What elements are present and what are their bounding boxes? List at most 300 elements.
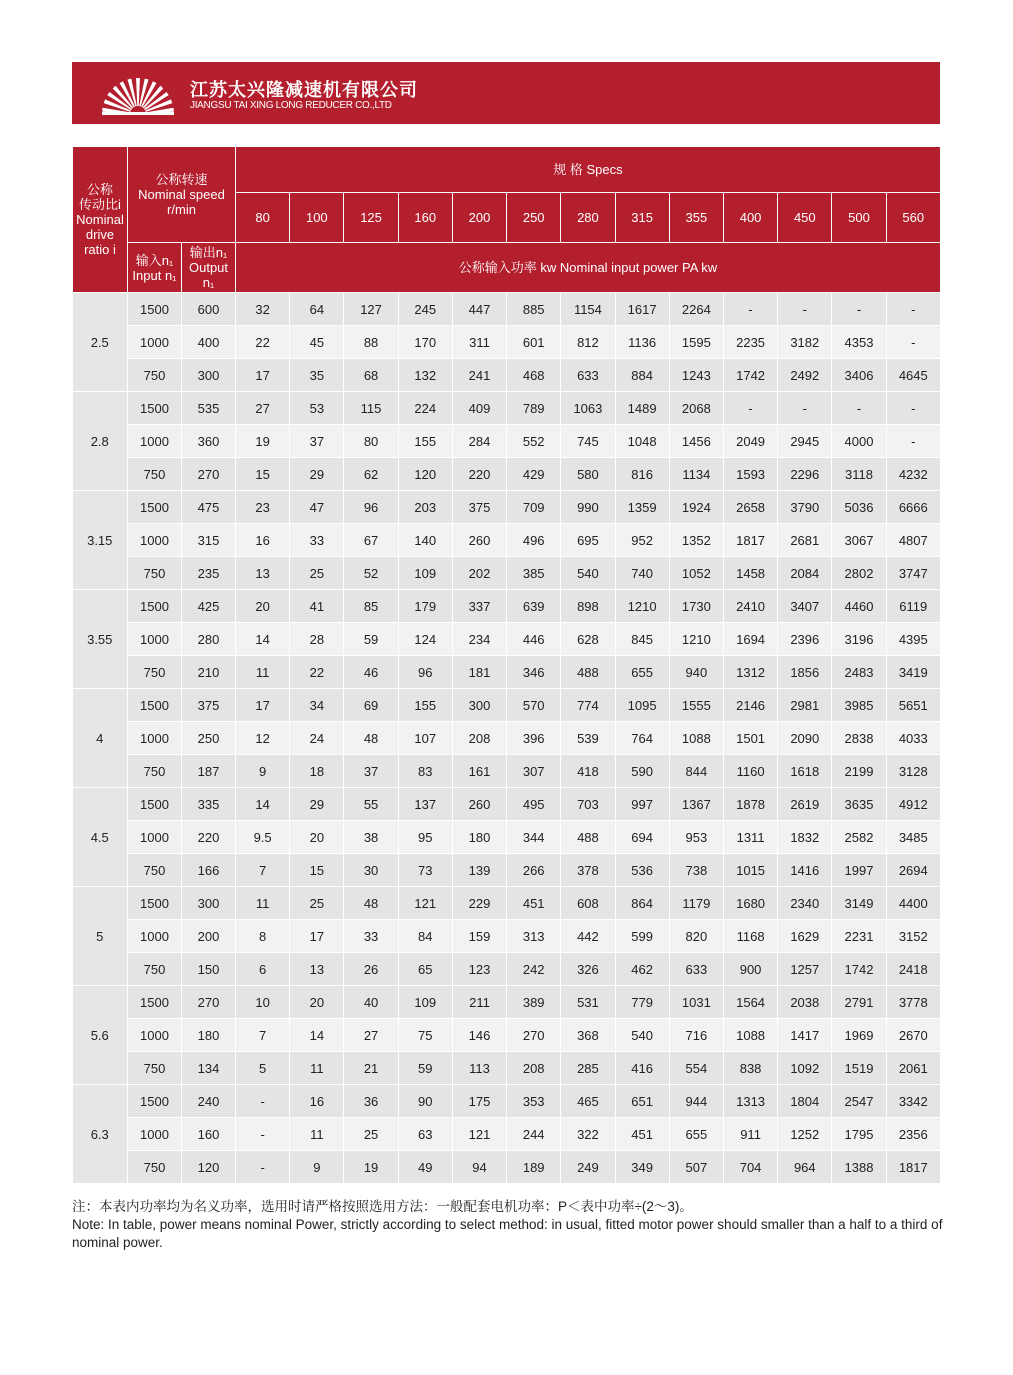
power-cell: 25: [344, 1118, 398, 1151]
power-cell: 27: [344, 1019, 398, 1052]
power-cell: 1564: [723, 986, 777, 1019]
power-cell: 12: [236, 722, 290, 755]
power-cell: -: [886, 392, 940, 425]
power-cell: 2410: [723, 590, 777, 623]
power-cell: 16: [236, 524, 290, 557]
power-cell: 1804: [778, 1085, 832, 1118]
power-cell: 864: [615, 887, 669, 920]
power-cell: 812: [561, 326, 615, 359]
power-cell: 1997: [832, 854, 886, 887]
power-cell: 189: [507, 1151, 561, 1184]
power-cell: 740: [615, 557, 669, 590]
power-cell: -: [236, 1085, 290, 1118]
size-header: 450: [778, 193, 832, 243]
power-cell: 11: [290, 1052, 344, 1085]
power-cell: 132: [398, 359, 452, 392]
power-cell: 38: [344, 821, 398, 854]
power-cell: 496: [507, 524, 561, 557]
ratio-cell: 3.15: [73, 491, 128, 590]
power-cell: 2681: [778, 524, 832, 557]
power-cell: 1052: [669, 557, 723, 590]
power-cell: 121: [398, 887, 452, 920]
output-speed-cell: 150: [182, 953, 236, 986]
power-cell: 20: [290, 986, 344, 1019]
footnote: [72, 1198, 952, 1252]
specs-table: [72, 146, 941, 1184]
table-row: [73, 788, 941, 821]
power-cell: 539: [561, 722, 615, 755]
power-cell: 94: [452, 1151, 506, 1184]
power-cell: 270: [507, 1019, 561, 1052]
power-cell: 64: [290, 293, 344, 326]
table-row: [73, 722, 941, 755]
power-cell: 1555: [669, 689, 723, 722]
ratio-cell: 5: [73, 887, 128, 986]
footnote-cn: 注：本表内功率均为名义功率，选用时请严格按照选用方法：一般配套电机功率：P＜表中功率÷(2～3)。: [72, 1199, 693, 1214]
power-cell: 337: [452, 590, 506, 623]
power-cell: 601: [507, 326, 561, 359]
table-row: [73, 1085, 941, 1118]
power-cell: 175: [452, 1085, 506, 1118]
table-row: [73, 623, 941, 656]
power-cell: 655: [669, 1118, 723, 1151]
power-cell: 3407: [778, 590, 832, 623]
power-cell: 14: [290, 1019, 344, 1052]
power-cell: 745: [561, 425, 615, 458]
specs-header: 规 格 Specs: [236, 147, 941, 193]
power-cell: 451: [615, 1118, 669, 1151]
power-cell: 26: [344, 953, 398, 986]
power-cell: 1179: [669, 887, 723, 920]
power-cell: 266: [507, 854, 561, 887]
power-cell: 208: [452, 722, 506, 755]
table-row: [73, 590, 941, 623]
output-speed-cell: 335: [182, 788, 236, 821]
power-cell: 885: [507, 293, 561, 326]
size-header: 80: [236, 193, 290, 243]
power-cell: 651: [615, 1085, 669, 1118]
size-header: 315: [615, 193, 669, 243]
power-cell: 1817: [886, 1151, 940, 1184]
power-cell: 9: [290, 1151, 344, 1184]
power-cell: 311: [452, 326, 506, 359]
ratio-cell: 4.5: [73, 788, 128, 887]
power-cell: -: [886, 293, 940, 326]
power-cell: 3196: [832, 623, 886, 656]
power-cell: 820: [669, 920, 723, 953]
power-cell: 211: [452, 986, 506, 1019]
power-cell: 3747: [886, 557, 940, 590]
power-cell: 429: [507, 458, 561, 491]
power-cell: 113: [452, 1052, 506, 1085]
power-cell: 1168: [723, 920, 777, 953]
power-cell: 11: [236, 887, 290, 920]
power-cell: 73: [398, 854, 452, 887]
power-cell: 127: [344, 293, 398, 326]
power-cell: 1742: [723, 359, 777, 392]
power-cell: 13: [236, 557, 290, 590]
power-cell: 41: [290, 590, 344, 623]
power-cell: 14: [236, 623, 290, 656]
table-row: [73, 293, 941, 326]
power-cell: 738: [669, 854, 723, 887]
power-cell: 17: [236, 359, 290, 392]
power-cell: 123: [452, 953, 506, 986]
size-header: 400: [723, 193, 777, 243]
power-cell: 540: [615, 1019, 669, 1052]
power-cell: 488: [561, 821, 615, 854]
power-cell: 4400: [886, 887, 940, 920]
power-cell: 2547: [832, 1085, 886, 1118]
power-cell: 2838: [832, 722, 886, 755]
power-cell: 326: [561, 953, 615, 986]
power-cell: 13: [290, 953, 344, 986]
output-speed-cell: 315: [182, 524, 236, 557]
power-cell: 25: [290, 557, 344, 590]
power-cell: 1501: [723, 722, 777, 755]
input-speed-cell: 1500: [128, 293, 182, 326]
power-cell: 5: [236, 1052, 290, 1085]
output-speed-cell: 280: [182, 623, 236, 656]
power-cell: 1154: [561, 293, 615, 326]
table-row: [73, 491, 941, 524]
size-header: 125: [344, 193, 398, 243]
power-cell: 96: [344, 491, 398, 524]
power-cell: 1088: [723, 1019, 777, 1052]
power-cell: 1311: [723, 821, 777, 854]
power-cell: 940: [669, 656, 723, 689]
power-cell: 536: [615, 854, 669, 887]
output-speed-cell: 400: [182, 326, 236, 359]
output-speed-cell: 220: [182, 821, 236, 854]
table-row: [73, 524, 941, 557]
power-cell: 1456: [669, 425, 723, 458]
power-cell: 779: [615, 986, 669, 1019]
power-cell: 447: [452, 293, 506, 326]
size-header: 160: [398, 193, 452, 243]
power-cell: 23: [236, 491, 290, 524]
power-cell: 96: [398, 656, 452, 689]
power-cell: 45: [290, 326, 344, 359]
power-cell: 80: [344, 425, 398, 458]
power-cell: 1088: [669, 722, 723, 755]
power-cell: 284: [452, 425, 506, 458]
power-cell: 911: [723, 1118, 777, 1151]
power-cell: 531: [561, 986, 615, 1019]
power-cell: 137: [398, 788, 452, 821]
table-row: [73, 953, 941, 986]
power-cell: 285: [561, 1052, 615, 1085]
company-name-cn: 江苏太兴隆减速机有限公司: [190, 80, 418, 100]
power-cell: -: [778, 293, 832, 326]
table-row: [73, 689, 941, 722]
power-cell: 4033: [886, 722, 940, 755]
power-cell: 29: [290, 458, 344, 491]
power-cell: 694: [615, 821, 669, 854]
power-cell: 2791: [832, 986, 886, 1019]
power-cell: 84: [398, 920, 452, 953]
output-speed-cell: 180: [182, 1019, 236, 1052]
power-cell: 3182: [778, 326, 832, 359]
table-row: [73, 1118, 941, 1151]
power-cell: 179: [398, 590, 452, 623]
power-cell: 838: [723, 1052, 777, 1085]
power-cell: 416: [615, 1052, 669, 1085]
input-speed-cell: 1500: [128, 590, 182, 623]
table-row: [73, 1019, 941, 1052]
power-cell: 1048: [615, 425, 669, 458]
input-speed-header: 输入n₁ Input n₁: [128, 243, 182, 293]
power-cell: 3778: [886, 986, 940, 1019]
power-cell: 4395: [886, 623, 940, 656]
power-cell: 716: [669, 1019, 723, 1052]
power-cell: 1092: [778, 1052, 832, 1085]
power-cell: 4353: [832, 326, 886, 359]
power-cell: 1210: [615, 590, 669, 623]
power-cell: 36: [344, 1085, 398, 1118]
power-cell: 69: [344, 689, 398, 722]
power-cell: 2049: [723, 425, 777, 458]
input-speed-cell: 750: [128, 755, 182, 788]
power-cell: 1618: [778, 755, 832, 788]
power-cell: 774: [561, 689, 615, 722]
input-speed-cell: 1500: [128, 689, 182, 722]
power-cell: 53: [290, 392, 344, 425]
power-cell: 703: [561, 788, 615, 821]
input-speed-cell: 750: [128, 656, 182, 689]
power-cell: 1136: [615, 326, 669, 359]
power-cell: 2090: [778, 722, 832, 755]
input-speed-cell: 750: [128, 1052, 182, 1085]
power-cell: 181: [452, 656, 506, 689]
power-cell: 4460: [832, 590, 886, 623]
output-speed-cell: 600: [182, 293, 236, 326]
power-cell: 234: [452, 623, 506, 656]
output-speed-header: 输出n₁ Output n₁: [182, 243, 236, 293]
power-cell: 22: [236, 326, 290, 359]
power-cell: 1856: [778, 656, 832, 689]
power-cell: 170: [398, 326, 452, 359]
power-cell: 704: [723, 1151, 777, 1184]
power-cell: 40: [344, 986, 398, 1019]
input-speed-cell: 1000: [128, 524, 182, 557]
power-cell: 389: [507, 986, 561, 1019]
speed-header: 公称转速 Nominal speed r/min: [128, 147, 236, 243]
power-cell: 375: [452, 491, 506, 524]
table-row: [73, 821, 941, 854]
power-cell: 15: [236, 458, 290, 491]
power-cell: 816: [615, 458, 669, 491]
power-cell: 353: [507, 1085, 561, 1118]
power-cell: 6: [236, 953, 290, 986]
input-speed-cell: 1500: [128, 392, 182, 425]
power-cell: 1742: [832, 953, 886, 986]
power-cell: 59: [344, 623, 398, 656]
power-cell: 2084: [778, 557, 832, 590]
power-cell: 844: [669, 755, 723, 788]
power-cell: 1313: [723, 1085, 777, 1118]
power-cell: 120: [398, 458, 452, 491]
input-speed-cell: 1500: [128, 986, 182, 1019]
power-cell: 37: [290, 425, 344, 458]
power-cell: 224: [398, 392, 452, 425]
power-cell: 1063: [561, 392, 615, 425]
input-speed-cell: 750: [128, 854, 182, 887]
input-speed-cell: 1500: [128, 1085, 182, 1118]
power-cell: 964: [778, 1151, 832, 1184]
power-cell: 75: [398, 1019, 452, 1052]
output-speed-cell: 300: [182, 359, 236, 392]
power-cell: 462: [615, 953, 669, 986]
power-cell: 346: [507, 656, 561, 689]
input-speed-cell: 750: [128, 458, 182, 491]
power-cell: 322: [561, 1118, 615, 1151]
power-cell: 764: [615, 722, 669, 755]
power-cell: 35: [290, 359, 344, 392]
power-cell: 180: [452, 821, 506, 854]
table-row: [73, 1151, 941, 1184]
power-cell: -: [723, 392, 777, 425]
power-cell: 155: [398, 689, 452, 722]
input-speed-cell: 1000: [128, 1019, 182, 1052]
power-cell: 62: [344, 458, 398, 491]
power-cell: 952: [615, 524, 669, 557]
power-cell: 3128: [886, 755, 940, 788]
power-cell: 159: [452, 920, 506, 953]
power-cell: 2264: [669, 293, 723, 326]
power-cell: 48: [344, 887, 398, 920]
output-speed-cell: 210: [182, 656, 236, 689]
power-cell: 30: [344, 854, 398, 887]
power-cell: 59: [398, 1052, 452, 1085]
power-cell: 1359: [615, 491, 669, 524]
power-cell: 633: [561, 359, 615, 392]
power-cell: 27: [236, 392, 290, 425]
output-speed-cell: 535: [182, 392, 236, 425]
input-speed-cell: 1000: [128, 722, 182, 755]
table-row: [73, 755, 941, 788]
ratio-cell: 6.3: [73, 1085, 128, 1184]
power-cell: 10: [236, 986, 290, 1019]
power-cell: 495: [507, 788, 561, 821]
power-cell: 2619: [778, 788, 832, 821]
power-cell: 468: [507, 359, 561, 392]
power-cell: 1312: [723, 656, 777, 689]
power-cell: 639: [507, 590, 561, 623]
power-cell: 1629: [778, 920, 832, 953]
power-cell: -: [723, 293, 777, 326]
power-cell: 898: [561, 590, 615, 623]
power-cell: 95: [398, 821, 452, 854]
output-speed-cell: 160: [182, 1118, 236, 1151]
input-speed-cell: 1500: [128, 491, 182, 524]
power-cell: 1015: [723, 854, 777, 887]
power-cell: 1257: [778, 953, 832, 986]
input-speed-cell: 1000: [128, 326, 182, 359]
power-cell: 1878: [723, 788, 777, 821]
size-header: 250: [507, 193, 561, 243]
input-speed-cell: 750: [128, 953, 182, 986]
power-cell: 245: [398, 293, 452, 326]
power-cell: 540: [561, 557, 615, 590]
power-cell: 6666: [886, 491, 940, 524]
output-speed-cell: 425: [182, 590, 236, 623]
power-cell: 507: [669, 1151, 723, 1184]
size-header: 100: [290, 193, 344, 243]
output-speed-cell: 120: [182, 1151, 236, 1184]
power-cell: 1416: [778, 854, 832, 887]
power-cell: -: [832, 392, 886, 425]
output-speed-cell: 270: [182, 458, 236, 491]
ratio-cell: 2.8: [73, 392, 128, 491]
power-cell: 1730: [669, 590, 723, 623]
table-row: [73, 986, 941, 1019]
power-cell: 2199: [832, 755, 886, 788]
power-cell: 1417: [778, 1019, 832, 1052]
table-row: [73, 1052, 941, 1085]
power-cell: 3790: [778, 491, 832, 524]
power-cell: 115: [344, 392, 398, 425]
power-cell: 2061: [886, 1052, 940, 1085]
power-cell: 1367: [669, 788, 723, 821]
power-cell: 11: [290, 1118, 344, 1151]
input-speed-cell: 750: [128, 359, 182, 392]
power-cell: 121: [452, 1118, 506, 1151]
power-cell: 32: [236, 293, 290, 326]
power-cell: 55: [344, 788, 398, 821]
power-cell: 2582: [832, 821, 886, 854]
ratio-cell: 4: [73, 689, 128, 788]
power-cell: 63: [398, 1118, 452, 1151]
power-cell: 140: [398, 524, 452, 557]
power-cell: 552: [507, 425, 561, 458]
power-cell: 2356: [886, 1118, 940, 1151]
power-cell: 378: [561, 854, 615, 887]
power-cell: 46: [344, 656, 398, 689]
power-cell: 68: [344, 359, 398, 392]
power-cell: 2945: [778, 425, 832, 458]
power-cell: 3985: [832, 689, 886, 722]
power-cell: 2670: [886, 1019, 940, 1052]
output-speed-cell: 240: [182, 1085, 236, 1118]
table-row: [73, 392, 941, 425]
power-cell: 997: [615, 788, 669, 821]
power-cell: 368: [561, 1019, 615, 1052]
power-cell: 3635: [832, 788, 886, 821]
ratio-header: 公称 传动比i Nominal drive ratio i: [73, 147, 128, 293]
power-cell: 488: [561, 656, 615, 689]
power-cell: 418: [561, 755, 615, 788]
footnote-en: Note: In table, power means nominal Power, strictly according to select method: in usual, fitted motor power should smaller than a half to a third of nominal power.: [72, 1217, 943, 1250]
power-cell: 580: [561, 458, 615, 491]
power-cell: 33: [344, 920, 398, 953]
power-cell: 49: [398, 1151, 452, 1184]
power-cell: 52: [344, 557, 398, 590]
power-cell: 2235: [723, 326, 777, 359]
power-cell: 3485: [886, 821, 940, 854]
input-speed-cell: 1000: [128, 821, 182, 854]
output-speed-cell: 134: [182, 1052, 236, 1085]
power-cell: 2802: [832, 557, 886, 590]
power-cell: 1095: [615, 689, 669, 722]
power-cell: 229: [452, 887, 506, 920]
power-cell: 3342: [886, 1085, 940, 1118]
power-cell: 139: [452, 854, 506, 887]
power-cell: 789: [507, 392, 561, 425]
power-cell: 2483: [832, 656, 886, 689]
output-speed-cell: 300: [182, 887, 236, 920]
power-cell: 2146: [723, 689, 777, 722]
